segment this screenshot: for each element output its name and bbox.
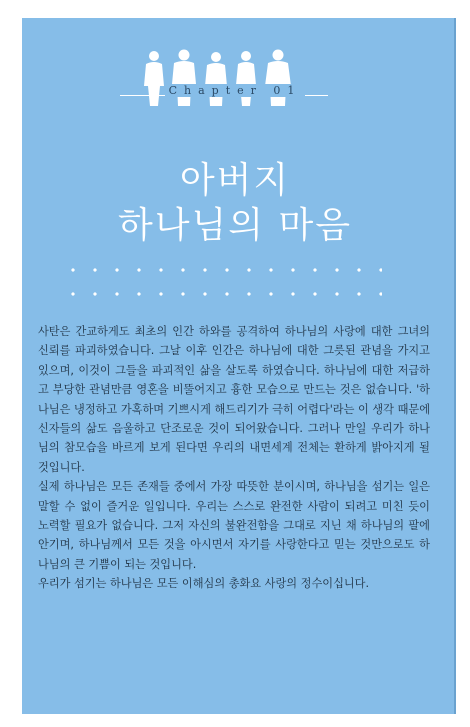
chapter-label: Chapter 01 xyxy=(0,84,470,97)
people-silhouettes-illustration xyxy=(140,48,310,106)
dotted-divider xyxy=(62,292,382,296)
paragraph: 우리가 섬기는 하나님은 모든 이해심의 총화요 사랑의 정수이십니다. xyxy=(38,577,370,591)
dotted-divider xyxy=(62,268,382,272)
paragraph: 사탄은 간교하게도 최초의 인간 하와를 공격하여 하나님의 사랑에 대한 그녀의 신뢰를 파괴하였습니다. 그날 이후 인간은 하나님에 대한 그릇된 관념을 가지고 있으며, 이것이 그들을 파괴적인 삶을 살도록 하였습니다. 하나님에 대한 저급하고 부당한 관념만큼 영혼을 비뚤어지고 흉한 모습으로 만드는 것은 없습니다. '하나님은 냉정하고 가혹하며 기쁘시게 해드리기가 극히 어렵다'라는 이 생각 때문에 신자들의 삶도 음울하고 단조로운 것이 되어왔습니다. 그러나 만일 우리가 하나님의 참모습을 바르게 보게 된다면 우리의 내면세계 전체는 환하게 밝아지게 될 것입니다. xyxy=(38,325,430,474)
title-line-1: 아버지 xyxy=(179,160,291,201)
title-line-2: 하나님의 마음 xyxy=(117,205,353,246)
paragraph: 실제 하나님은 모든 존재들 중에서 가장 따뜻한 분이시며, 하나님을 섬기는 일은 말할 수 없이 즐거운 일입니다. 우리는 스스로 완전한 사람이 되려고 미친 듯이 노력할 필요가 없습니다. 그저 자신의 불완전함을 그대로 지닌 채 하나님의 팔에 안기며, 하나님께서 모든 것을 아시면서 자기를 사랑한다고 믿는 것만으로도 하나님의 큰 기쁨이 되는 것입니다. xyxy=(38,480,430,571)
body-text xyxy=(38,322,430,594)
